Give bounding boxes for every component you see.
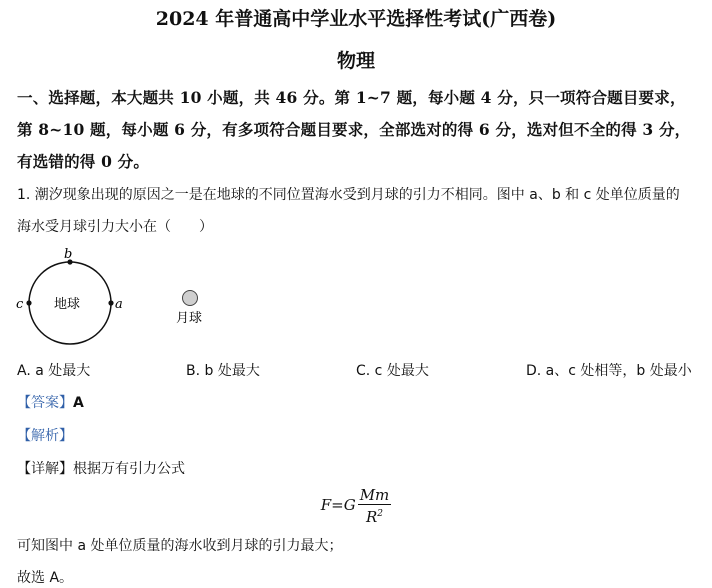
section-instructions-line-2: 第 8~10 题，每小题 6 分，有多项符合题目要求，全部选对的得 6 分，选对但不全的得 3 分， (17, 120, 691, 139)
formula-denominator: R (365, 508, 378, 526)
detail-tag: 【详解】 (17, 461, 73, 477)
earth-label: 地球 (54, 297, 81, 312)
point-a-dot (108, 300, 113, 305)
formula-exponent: 2 (377, 509, 383, 519)
subject-title: 物理 (336, 50, 375, 72)
formula-numerator: Mm (359, 486, 390, 504)
formula-lhs: F=G (320, 496, 356, 514)
conclusion-line-1: 可知图中 a 处单位质量的海水收到月球的引力最大； (17, 538, 343, 554)
question-text-line-1: 1. 潮汐现象出现的原因之一是在地球的不同位置海水受到月球的引力不相同。图中 a、b 和 c 处单位质量的 (17, 187, 680, 203)
section-instructions-line-1: 一、选择题，本大题共 10 小题，共 46 分。第 1~7 题，每小题 4 分，只一项符合题目要求， (17, 88, 686, 107)
point-c-label: c (16, 297, 24, 312)
choice-d: D. a、c 处相等，b 处最小 (526, 363, 692, 379)
analysis-tag: 【解析】 (17, 428, 73, 444)
answer-line (17, 392, 84, 412)
moon-circle (183, 291, 198, 306)
detail-line (17, 458, 185, 478)
exam-title: 2024 年普通高中学业水平选择性考试(广西卷) (155, 8, 557, 30)
detail-text: 根据万有引力公式 (73, 461, 185, 477)
answer-tag: 【答案】 (17, 395, 73, 411)
answer-value: A (73, 395, 84, 411)
point-c-dot (26, 300, 31, 305)
choice-a: A. a 处最大 (17, 363, 91, 379)
earth-moon-figure (0, 245, 240, 345)
question-text-line-2: 海水受月球引力大小在（ ） (17, 219, 213, 235)
section-instructions-line-3: 有选错的得 0 分。 (17, 152, 150, 171)
point-b-label: b (64, 247, 73, 262)
formula-denominator-wrap (358, 505, 392, 526)
choice-c: C. c 处最大 (356, 363, 429, 379)
gravitation-formula (0, 486, 712, 526)
moon-label: 月球 (176, 311, 203, 326)
choice-b: B. b 处最大 (186, 363, 260, 379)
point-a-label: a (115, 297, 123, 312)
conclusion-line-2: 故选 A。 (17, 570, 74, 586)
formula-fraction (358, 486, 392, 526)
